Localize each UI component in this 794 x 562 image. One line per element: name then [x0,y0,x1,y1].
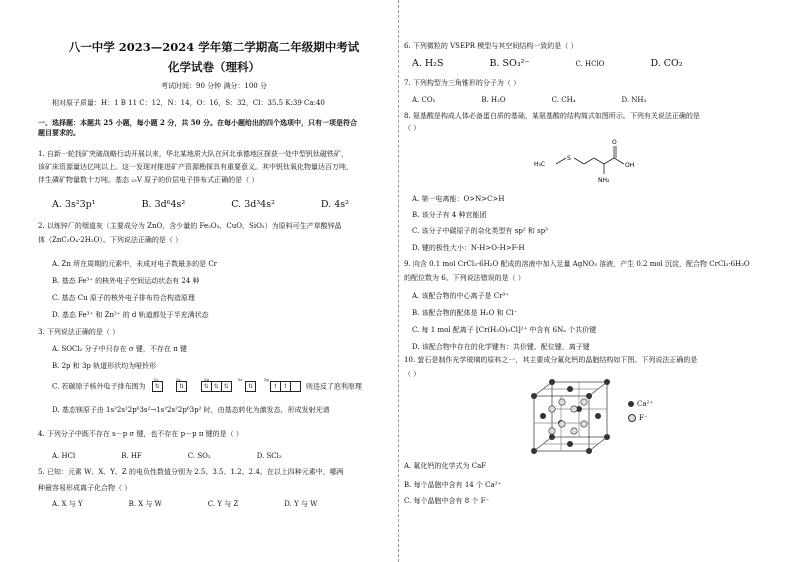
orbital-box [290,381,301,392]
orbital-box: ⇅ [176,381,187,392]
ca-ion-icon [628,401,634,407]
section-heading: 一、选择题：本题共 25 小题，每小题 2 分，共 50 分。在每小题给出的四个选项中，只有一项是符合 [38,118,357,127]
question-8-text: 8. 氨基酸是构成人体必备蛋白质的基础，某氨基酸的结构简式如图所示。下列有关说法正确的是 [404,112,700,120]
question-10-text: （ ） [404,370,421,378]
orbital-box: ⇅ [221,381,232,392]
orbital-box: ⇅ [201,381,212,392]
option-b[interactable]: B. X 与 W [128,500,162,508]
option-a[interactable]: A. 氟化钙的化学式为 CaF [404,462,487,470]
legend-label: Ca²⁺ [637,400,654,408]
option-d[interactable]: D. SCl₂ [256,452,282,460]
option-b[interactable]: B. HF [121,452,142,460]
amino-acid-structure [534,134,644,192]
option-c[interactable]: C. CH₄ [551,96,576,104]
question-8-text: （ ） [404,124,421,132]
option-a[interactable]: A. X 与 Y [52,500,83,508]
orbital-box: ⇅ [152,381,163,392]
question-7-options [412,96,692,105]
exam-subtitle: 化学试卷（理科） [168,60,260,74]
question-5-options [52,500,363,509]
option-a[interactable]: A. H₂S [412,58,444,69]
option-a[interactable]: A. SOCl₂ 分子中只存在 σ 键，不存在 π 键 [52,345,187,353]
orbital-label: 3s [237,377,243,382]
question-6-options [412,59,729,69]
exam-title: 八一中学 2023—2024 学年第二学期高二年级期中考试 [68,40,360,54]
option-c[interactable]: C. 每个晶胞中含有 8 个 F⁻ [404,497,490,505]
question-1-text: 1. 自新一轮找矿突破战略行动开展以来，华北某地质大队在河北承德地区探获一处中型钒钛磁铁矿， [38,150,348,158]
option-d[interactable]: D. 4s² [320,199,349,210]
orbital-box: ⇅ [211,381,222,392]
orbital-label: 1s [153,377,159,382]
struct-label: OH [625,162,635,169]
legend-label: F⁻ [639,414,648,422]
right-column [404,0,774,562]
option-d[interactable]: D. 基态 Fe³⁺ 和 Zn²⁺ 的 d 轨道都处于半充满状态 [52,311,209,319]
option-a[interactable]: A. 该配合物的中心离子是 Cr³⁺ [412,292,509,300]
struct-label: S [567,155,571,162]
left-column [38,0,390,562]
option-c[interactable]: C. 该分子中碳原子的杂化类型有 sp² 和 sp³ [412,227,548,235]
option-c[interactable]: C. 每 1 mol 配离子 [Cr(H₂O)₅Cl]²⁺ 中含有 6Nₐ 个共价键 [412,326,597,334]
option-a[interactable]: A. 3s²3p¹ [52,199,96,210]
question-9-text: 9. 向含 0.1 mol CrCl₃·6H₂O 配成的溶液中加入足量 AgNO₃ 溶液，产生 0.2 mol 沉淀，配合物 CrCl₃·6H₂O [404,260,750,268]
fluorite-unit-cell [524,376,624,458]
question-5-text: 种最容易形成离子化合物（ ） [38,484,132,492]
question-9-text: 的配位数为 6。下列说法错误的是（ ） [404,274,525,282]
exam-info: 考试时间：90 分钟 满分：100 分 [161,82,267,90]
question-1-text: 该矿床资源量达亿吨以上。这一发现对推进矿产资源勘探具有重要意义。其中钒钛氧化物量达百万吨， [38,163,353,171]
struct-label: O [612,139,617,146]
orbital-box: ↑ [270,381,281,392]
option-c-text: C. 若碳原子核外电子排布图为 [52,382,146,391]
option-b[interactable]: B. 该分子有 4 种官能团 [412,211,487,219]
option-b[interactable]: B. H₂O [481,96,506,104]
orbital-label: 2s [175,377,181,382]
option-c[interactable]: C. 3d³4s² [231,199,275,210]
option-c-text: 则违反了泡利原理 [305,382,362,391]
option-d[interactable]: D. 键的极性大小：N-H>O-H>F-H [412,244,525,252]
orbital-label: 2p [203,377,209,382]
option-d[interactable]: D. 该配合物中存在的化学键有：共价键、配位键、离子键 [412,343,590,351]
option-a[interactable]: A. HCl [52,452,76,460]
struct-label: NH₂ [598,177,610,184]
option-d[interactable]: D. NH₃ [621,96,647,104]
question-4-text: 4. 下列分子中既不存在 s－p σ 键，也不存在 p－p π 键的是（ ） [38,430,243,438]
option-b[interactable]: B. 基态 Fe³⁺ 的核外电子空间运动状态有 24 种 [52,277,200,285]
option-b[interactable]: B. 3d⁶4s² [141,199,186,210]
column-divider [398,0,399,562]
option-a[interactable]: A. Zn 所在周期的元素中，未成对电子数最多的是 Cr [52,260,218,268]
option-b[interactable]: B. 每个晶胞中含有 14 个 Ca²⁺ [404,481,502,489]
option-c[interactable]: C. SO₂ [187,452,211,460]
option-a[interactable]: A. 第一电离能：O>N>C>H [412,195,505,203]
option-b[interactable]: B. 该配合物的配体是 H₂O 和 Cl⁻ [412,309,518,317]
legend-ca [628,400,653,409]
option-c[interactable]: C. 基态 Cu 原子的核外电子排布符合构造原理 [52,294,195,302]
section-heading-cont: 题目要求的。 [38,128,80,137]
option-c[interactable]: C. Y 与 Z [207,500,239,508]
question-10-text: 10. 萤石是制作光学玻璃的原料之一，其主要成分氟化钙的晶胞结构如下图。下列说法正确的是 [404,356,698,364]
option-d[interactable]: D. Y 与 W [284,500,318,508]
question-5-text: 5. 已知：元素 W、X、Y、Z 的电负性数值分别为 2.5、3.5、1.2、2.4。在以上四种元素中，哪两 [38,468,344,476]
orbital-diagram [152,377,300,392]
question-6-text: 6. 下列微粒的 VSEPR 模型与其空间结构一致的是（ ） [404,42,578,50]
question-1-text: 伴生磷矿物量数十万吨。基态 ₂₃V 原子的价层电子排布式正确的是（ ） [38,176,259,184]
f-ion-icon [628,414,636,422]
question-2-text: 2. 以炼锌厂的烟道灰（主要成分为 ZnO，含少量的 Fe₂O₃、CuO、SiO₂）为原料可生产草酸锌晶 [38,222,342,230]
option-a[interactable]: A. CO₂ [412,96,436,104]
option-c[interactable]: C. HClO [575,60,605,68]
question-3-text: 3. 下列说法正确的是（ ） [38,328,120,336]
question-1-options [52,200,395,209]
option-d[interactable]: D. CO₂ [650,58,683,69]
question-7-text: 7. 下列构型为三角锥形的分子为（ ） [404,79,521,87]
orbital-box: ⇅ [245,381,256,392]
option-b[interactable]: B. 2p 和 3p 轨道形状均为哑铃形 [52,362,157,370]
struct-label: H₃C [534,161,546,168]
option-b[interactable]: B. SO₃²⁻ [489,58,530,69]
orbital-label: 3p [263,377,269,382]
question-4-options [52,452,328,461]
legend-f [628,414,648,423]
question-2-text: 体（ZnC₂O₄·2H₂O）。下列说法正确的是（ ） [38,236,183,244]
atomic-mass-line: 相对原子质量：H：1 B 11 C：12，N：14，O：16，S：32，Cl：35.5 K:39 Ca:40 [52,99,325,107]
orbital-box: ↑ [280,381,291,392]
option-c[interactable] [52,377,362,392]
option-d[interactable]: D. 基态镁原子由 1s²2s²2p⁶3s²→1s²2s²2p⁶3p² 时，由基态转化为激发态，形成发射光谱 [52,406,330,414]
